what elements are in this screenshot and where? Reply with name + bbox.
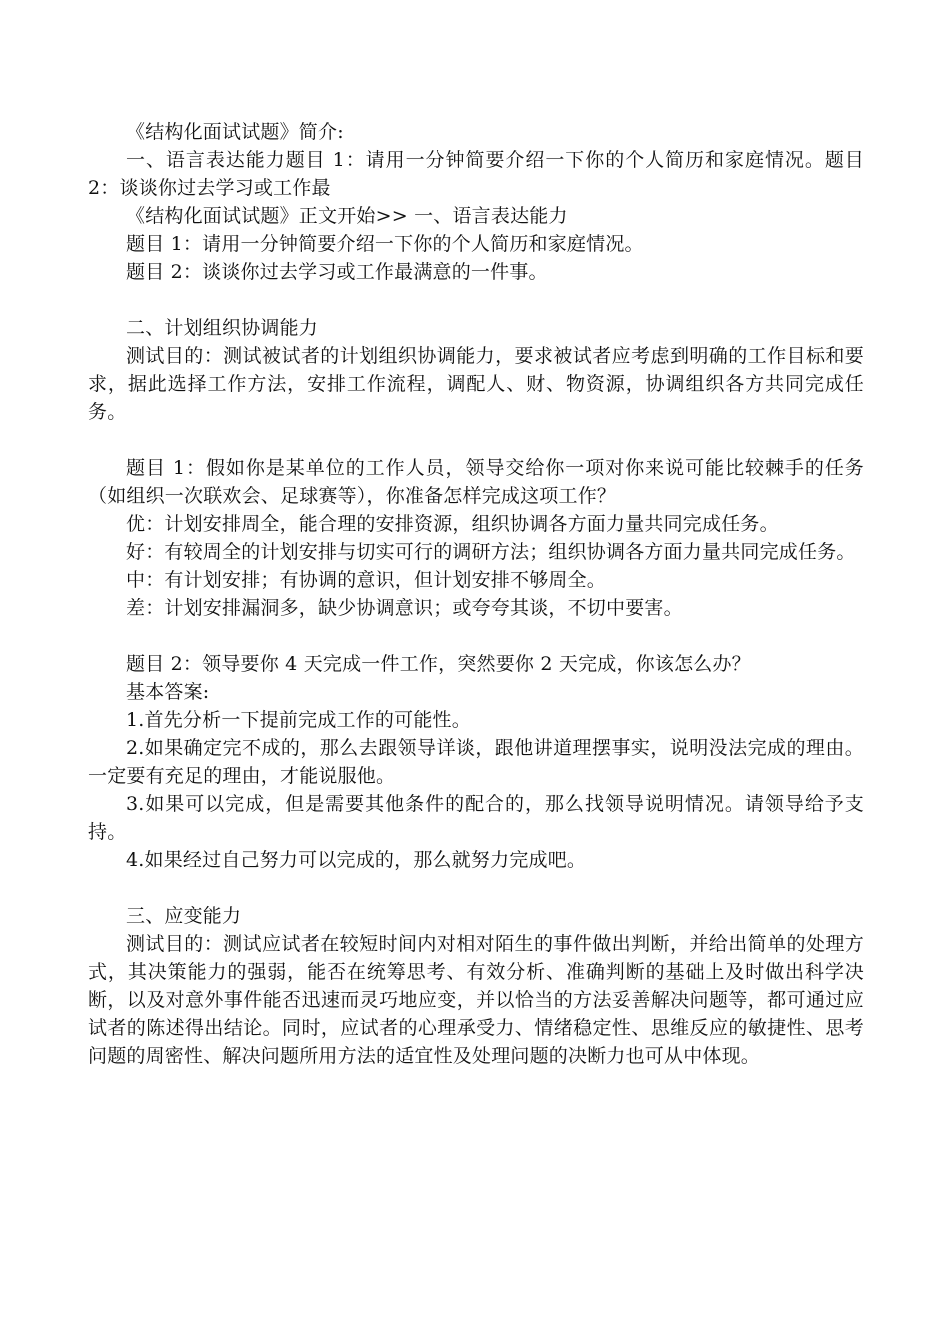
answer-item-1: 1.首先分析一下提前完成工作的可能性。 — [126, 709, 471, 731]
spacer — [88, 286, 864, 314]
section2-question-2: 题目 2：领导要你 4 天完成一件工作，突然要你 2 天完成，你该怎么办？ — [126, 653, 751, 675]
grade-excellent: 优：计划安排周全，能合理的安排资源，组织协调各方面力量共同完成任务。 — [126, 513, 779, 535]
spacer — [88, 874, 864, 902]
grade-medium: 中：有计划安排；有协调的意识，但计划安排不够周全。 — [126, 569, 607, 591]
section2-question-1: 题目 1：假如你是某单位的工作人员，领导交给你一项对你来说可能比较棘手的任务（如组织一次联欢会、足球赛等），你准备怎样完成这项工作？ — [88, 457, 864, 507]
section3-purpose: 测试目的：测试应试者在较短时间内对相对陌生的事件做出判断，并给出简单的处理方式，其决策能力的强弱，能否在统筹思考、有效分析、准确判断的基础上及时做出科学决断，以及对意外事件能否迅速而灵巧地应变，并以恰当的方法妥善解决问题等，都可通过应试者的陈述得出结论。同时，应试者的心理承受力、情绪稳定性、思维反应的敏捷性、思考问题的周密性、解决问题所用方法的适宜性及处理问题的决断力也可从中体现。 — [88, 933, 864, 1067]
basic-answer-title: 基本答案: — [126, 681, 210, 703]
answer-item-4: 4.如果经过自己努力可以完成的，那么就努力完成吧。 — [126, 849, 587, 871]
spacer — [88, 622, 864, 650]
document-page — [88, 118, 864, 1070]
section1-question-1: 题目 1：请用一分钟简要介绍一下你的个人简历和家庭情况。 — [126, 233, 644, 255]
intro-text: 一、语言表达能力题目 1：请用一分钟简要介绍一下你的个人简历和家庭情况。题目 2：谈谈你过去学习或工作最 — [88, 149, 864, 199]
spacer — [88, 426, 864, 454]
answer-item-3: 3.如果可以完成，但是需要其他条件的配合的，那么找领导说明情况。请领导给予支持。 — [88, 793, 864, 843]
intro-title: 《结构化面试试题》简介: — [126, 121, 344, 143]
grade-good: 好：有较周全的计划安排与切实可行的调研方法；组织协调各方面力量共同完成任务。 — [126, 541, 856, 563]
section1-question-2: 题目 2：谈谈你过去学习或工作最满意的一件事。 — [126, 261, 548, 283]
section3-title: 三、应变能力 — [126, 905, 242, 927]
section2-purpose: 测试目的：测试被试者的计划组织协调能力，要求被试者应考虑到明确的工作目标和要求，据此选择工作方法，安排工作流程，调配人、财、物资源，协调组织各方共同完成任务。 — [88, 345, 864, 423]
grade-poor: 差：计划安排漏洞多，缺少协调意识；或夸夸其谈，不切中要害。 — [126, 597, 683, 619]
main-start: 《结构化面试试题》正文开始>> 一、语言表达能力 — [126, 205, 568, 227]
answer-item-2: 2.如果确定完不成的，那么去跟领导详谈，跟他讲道理摆事实，说明没法完成的理由。一定要有充足的理由，才能说服他。 — [88, 737, 864, 787]
section2-title: 二、计划组织协调能力 — [126, 317, 319, 339]
